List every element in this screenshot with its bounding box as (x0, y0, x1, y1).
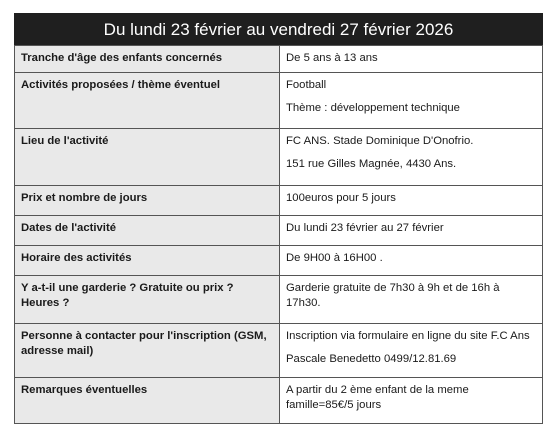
value-line: 100euros pour 5 jours (286, 192, 396, 204)
info-table (14, 45, 543, 424)
table-row-age (15, 46, 543, 73)
value-line: Pascale Benedetto 0499/12.81.69 (286, 353, 457, 365)
value-line: De 9H00 à 16H00 . (286, 252, 383, 264)
row-value (280, 276, 543, 324)
row-value (280, 246, 543, 276)
page-title: Du lundi 23 février au vendredi 27 février 2026 (14, 13, 543, 45)
table-row-dates (15, 216, 543, 246)
row-label: Activités proposées / thème éventuel (15, 73, 280, 129)
row-value (280, 324, 543, 378)
table-row-price (15, 186, 543, 216)
row-value (280, 216, 543, 246)
table-row-daycare (15, 276, 543, 324)
value-line: Garderie gratuite de 7h30 à 9h et de 16h à 17h30. (286, 282, 500, 309)
row-value (280, 73, 543, 129)
table-row-activities (15, 73, 543, 129)
row-label: Tranche d'âge des enfants concernés (15, 46, 280, 73)
value-line: A partir du 2 ème enfant de la meme famille=85€/5 jours (286, 384, 469, 411)
table-row-remarks (15, 378, 543, 424)
value-line: Inscription via formulaire en ligne du site F.C Ans (286, 330, 530, 342)
row-label: Dates de l'activité (15, 216, 280, 246)
value-line: De 5 ans à 13 ans (286, 52, 378, 64)
value-line: Football (286, 79, 327, 91)
row-label: Remarques éventuelles (15, 378, 280, 424)
row-label: Personne à contacter pour l'inscription (GSM, adresse mail) (15, 324, 280, 378)
value-line: FC ANS. Stade Dominique D'Onofrio. (286, 135, 474, 147)
row-value (280, 46, 543, 73)
table-row-contact (15, 324, 543, 378)
table-row-schedule (15, 246, 543, 276)
row-label: Lieu de l'activité (15, 129, 280, 186)
value-line: 151 rue Gilles Magnée, 4430 Ans. (286, 158, 457, 170)
value-line: Du lundi 23 février au 27 février (286, 222, 444, 234)
info-sheet (14, 13, 543, 424)
row-value (280, 186, 543, 216)
row-label: Prix et nombre de jours (15, 186, 280, 216)
row-label: Horaire des activités (15, 246, 280, 276)
row-value (280, 378, 543, 424)
table-row-location (15, 129, 543, 186)
row-value (280, 129, 543, 186)
value-line: Thème : développement technique (286, 102, 460, 114)
row-label: Y a-t-il une garderie ? Gratuite ou prix ? Heures ? (15, 276, 280, 324)
